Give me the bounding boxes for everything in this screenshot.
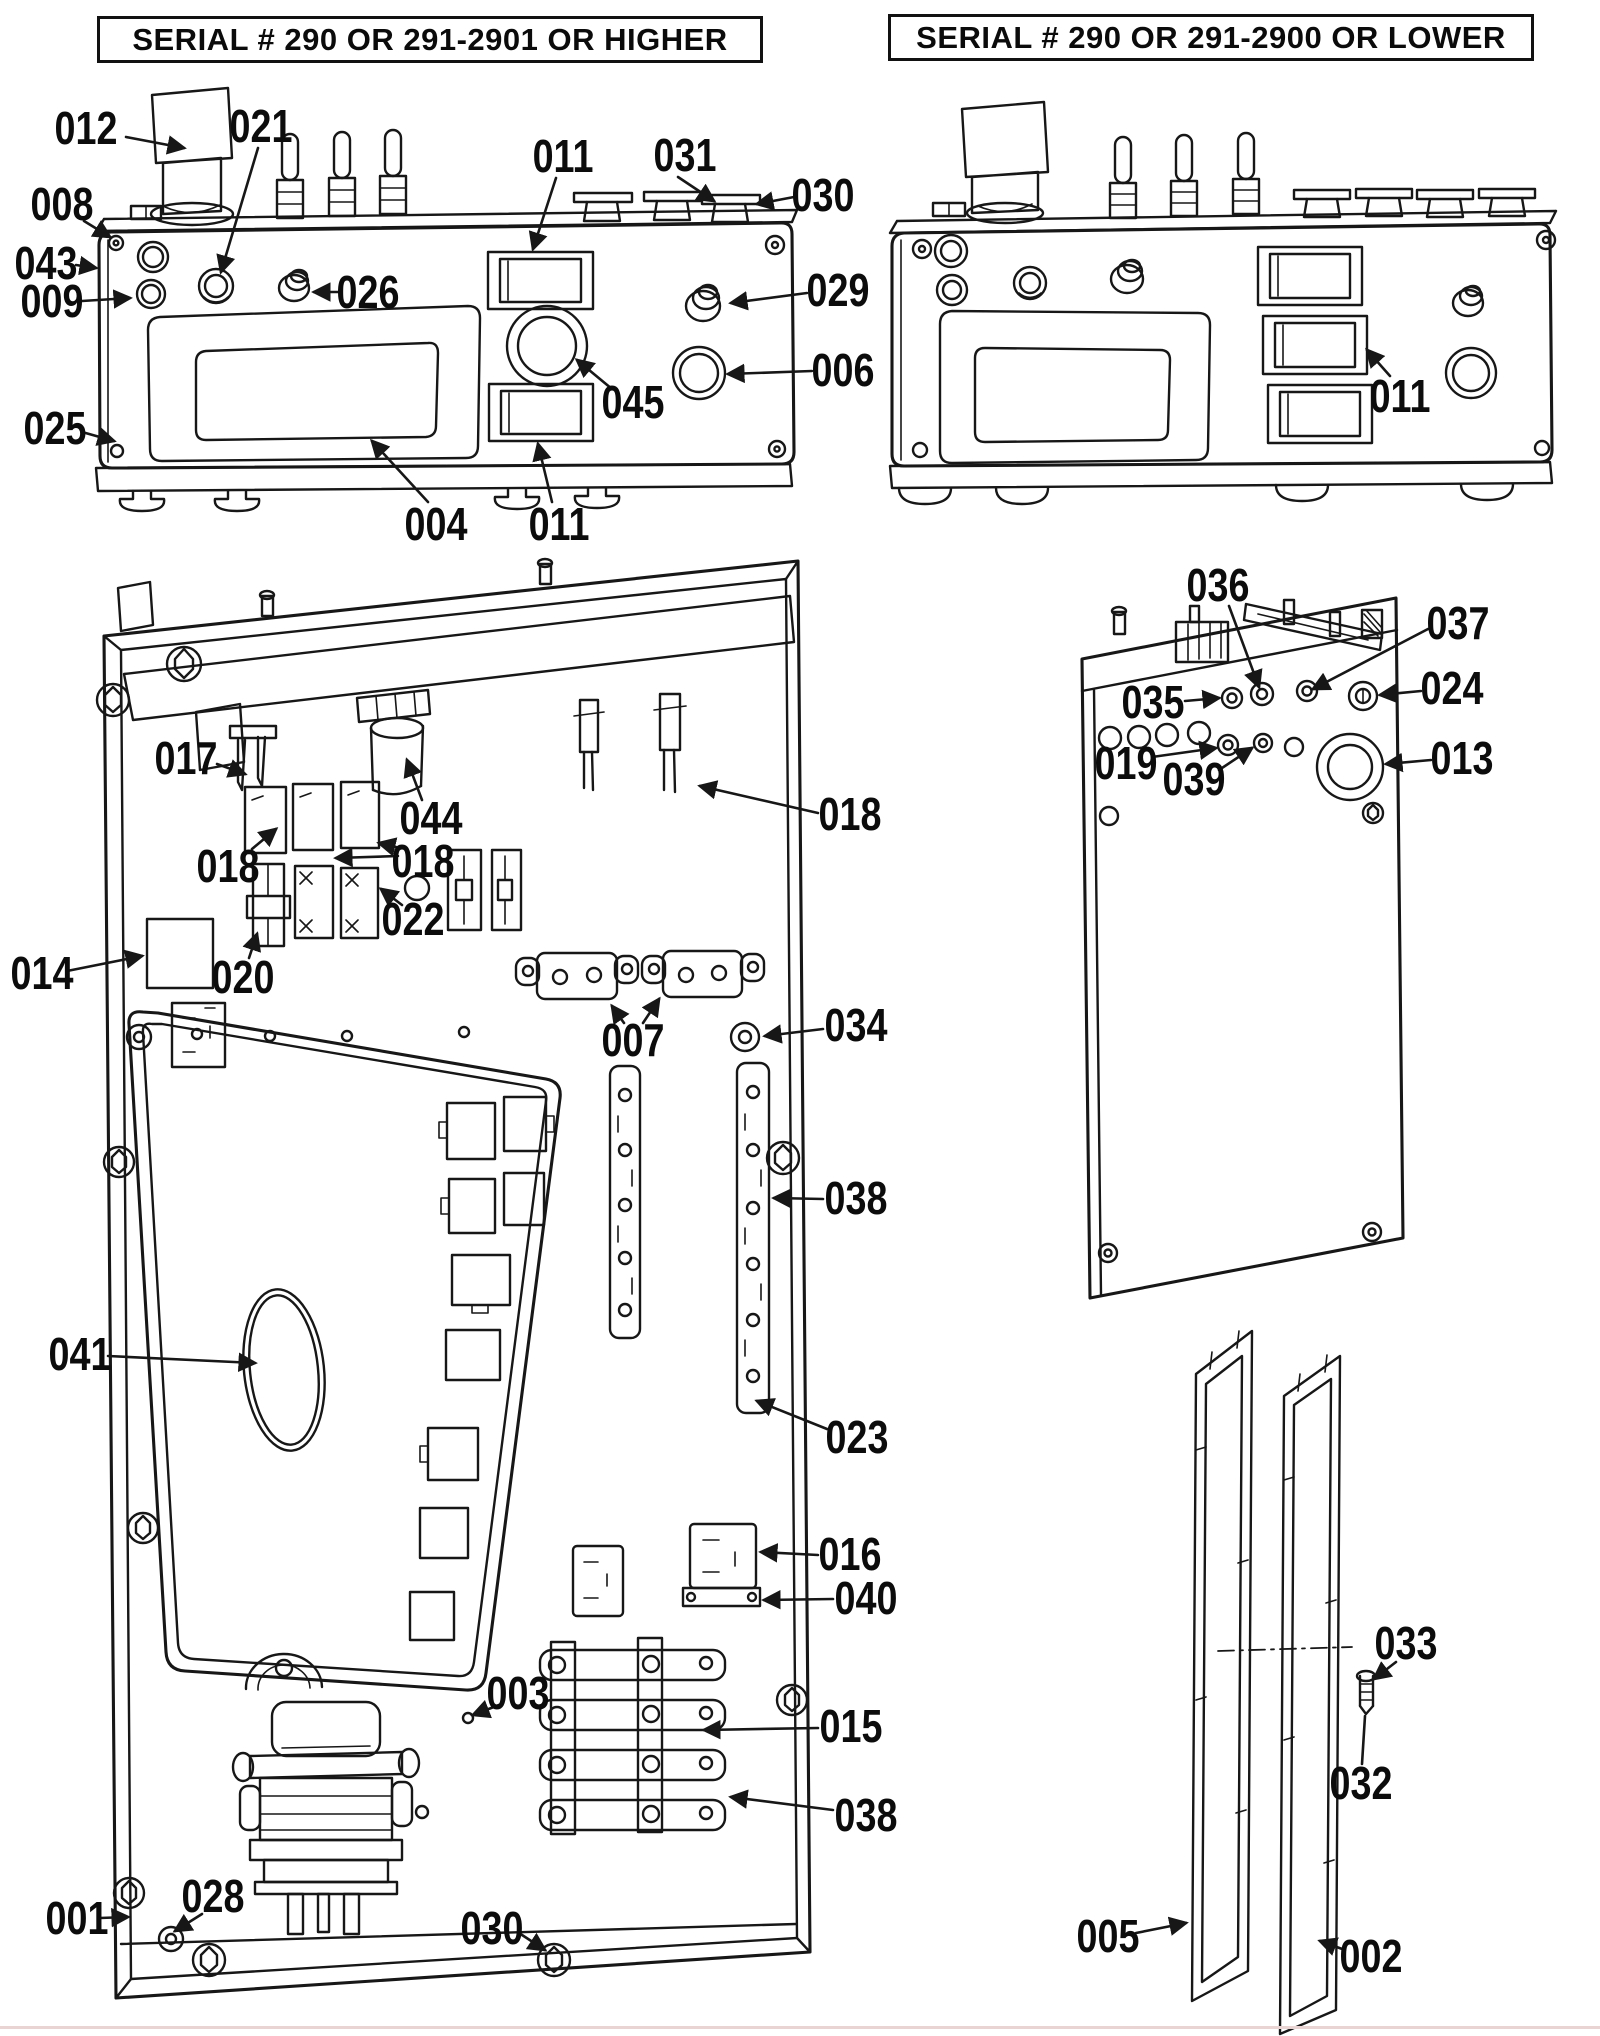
meter-hole-045 (507, 306, 587, 386)
callout-011-6: 011 (532, 130, 594, 182)
leader-018 (336, 856, 398, 858)
leader-016 (761, 1552, 818, 1555)
keyhole-024 (1349, 682, 1377, 710)
scan-edge-line (0, 2026, 1600, 2029)
transformer (233, 1702, 419, 1934)
callout-034-25: 034 (824, 999, 888, 1051)
rear-corner-screws (1099, 1223, 1381, 1262)
callout-009-4: 009 (20, 275, 84, 327)
leader-035 (1185, 698, 1219, 701)
rocker-stack-011 (1258, 247, 1372, 443)
floor-relay (573, 1546, 623, 1616)
callout-022-21: 022 (381, 893, 445, 945)
callout-026-9: 026 (336, 266, 400, 318)
fuse-clips (448, 850, 521, 930)
corner-screws (913, 231, 1555, 457)
callout-007-24: 007 (601, 1014, 665, 1066)
big-hole-013 (1317, 734, 1383, 800)
fuse-tab (933, 203, 965, 216)
relay-row-018 (245, 782, 379, 853)
washer-034 (731, 1023, 759, 1051)
callout-040-30: 040 (834, 1572, 898, 1624)
leader-021 (221, 148, 258, 272)
alignment-centerline (1218, 1647, 1352, 1651)
figure-gaskets (1192, 1331, 1375, 2034)
callout-005-46: 005 (1076, 1910, 1140, 1962)
rocker-switch-011-top (488, 252, 593, 309)
leader-030 (757, 197, 794, 204)
leader-006 (728, 371, 812, 374)
leader-013 (1386, 760, 1431, 764)
callout-008-2: 008 (30, 178, 94, 230)
knob (1014, 267, 1046, 299)
callout-023-28: 023 (825, 1411, 889, 1463)
cover-cutouts (410, 1097, 554, 1640)
callout-014-22: 014 (10, 947, 74, 999)
callout-029-10: 029 (806, 264, 870, 316)
callout-006-11: 006 (811, 344, 875, 396)
leader-040 (764, 1599, 833, 1600)
leader-034 (765, 1029, 823, 1036)
power-block-012 (151, 88, 233, 225)
callout-035-40: 035 (1121, 676, 1185, 728)
leader-029 (731, 293, 807, 303)
flat-buttons (574, 192, 760, 222)
display-window-004 (148, 306, 480, 461)
callout-028-35: 028 (181, 1870, 245, 1922)
callout-001-34: 001 (45, 1892, 109, 1944)
callout-018-20: 018 (818, 788, 882, 840)
button (1111, 260, 1143, 293)
serial-header-higher-text: SERIAL # 290 OR 291-2901 OR HIGHER (132, 21, 728, 57)
leader-038 (774, 1198, 823, 1199)
leader-014 (67, 956, 142, 971)
callout-021-1: 021 (229, 100, 293, 152)
screw-032 (1357, 1671, 1375, 1714)
callout-017-16: 017 (154, 732, 218, 784)
leader-005 (1136, 1923, 1186, 1933)
leader-009 (82, 298, 130, 301)
callout-038-33: 038 (834, 1789, 898, 1841)
callout-024-39: 024 (1420, 662, 1484, 714)
callout-002-47: 002 (1339, 1930, 1403, 1982)
callout-015-32: 015 (819, 1700, 883, 1752)
gasket-frame-005 (1192, 1331, 1252, 2001)
relay-box (172, 1003, 225, 1067)
callout-037-38: 037 (1426, 597, 1490, 649)
display-window (940, 311, 1210, 463)
callout-012-0: 012 (54, 102, 118, 154)
callout-043-3: 043 (14, 237, 78, 289)
round-hole (1446, 348, 1496, 398)
callout-030-8: 030 (791, 169, 855, 221)
rocker-switch-011-bottom (489, 384, 593, 441)
callout-011-14: 011 (528, 498, 590, 550)
button-right (1453, 286, 1483, 316)
hole-006 (673, 347, 725, 399)
relay-016 (690, 1524, 756, 1588)
slotted-bar-right (737, 1063, 769, 1413)
callout-031-7: 031 (653, 129, 717, 181)
callout-018-17: 018 (196, 840, 260, 892)
callout-038-26: 038 (824, 1172, 888, 1224)
terminal-stack-015 (540, 1638, 725, 1834)
floor-holes (265, 1027, 469, 1818)
leader-024 (1380, 691, 1421, 695)
pin-brackets (574, 694, 686, 792)
power-block (962, 102, 1048, 223)
callout-025-5: 025 (23, 402, 87, 454)
screw-028 (159, 1927, 183, 1951)
leader-025 (82, 432, 114, 441)
callout-039-43: 039 (1162, 753, 1226, 805)
serial-header-lower-text: SERIAL # 290 OR 291-2900 OR LOWER (916, 19, 1506, 55)
button-026 (279, 270, 309, 301)
terminal-blocks-007 (516, 951, 764, 999)
callout-019-42: 019 (1094, 737, 1158, 789)
callout-033-44: 033 (1374, 1617, 1438, 1669)
callout-016-29: 016 (818, 1528, 882, 1580)
callout-032-45: 032 (1329, 1757, 1393, 1809)
leader-041 (108, 1356, 255, 1363)
callout-011-15: 011 (1369, 370, 1431, 422)
leader-038 (731, 1797, 833, 1810)
callout-020-23: 020 (211, 951, 275, 1003)
callout-045-12: 045 (601, 376, 665, 428)
leader-011 (538, 444, 552, 502)
figure-panel-lower (890, 102, 1556, 504)
callout-041-27: 041 (48, 1328, 112, 1380)
leader-043 (76, 265, 96, 268)
callout-013-41: 013 (1430, 732, 1494, 784)
callout-018-19: 018 (391, 835, 455, 887)
leader-004 (372, 441, 428, 502)
block-014 (147, 919, 213, 988)
inner-cover-041 (129, 1012, 560, 1690)
callout-044-18: 044 (399, 792, 463, 844)
knob-021 (199, 269, 233, 303)
toggle-switches (277, 130, 406, 218)
button-029 (686, 285, 720, 321)
hole-003 (463, 1713, 473, 1723)
callout-003-31: 003 (486, 1667, 550, 1719)
callout-036-37: 036 (1186, 559, 1250, 611)
clamp-cylinder-044 (357, 690, 430, 794)
callout-030-36: 030 (460, 1902, 524, 1954)
gasket-frame-002 (1280, 1355, 1340, 2034)
callout-004-13: 004 (404, 498, 468, 550)
relay-base-040 (683, 1588, 760, 1606)
toggle-switches (1110, 133, 1259, 218)
jack-rings (137, 242, 168, 308)
slotted-bar-left (610, 1066, 640, 1338)
jack-rings (935, 235, 967, 305)
